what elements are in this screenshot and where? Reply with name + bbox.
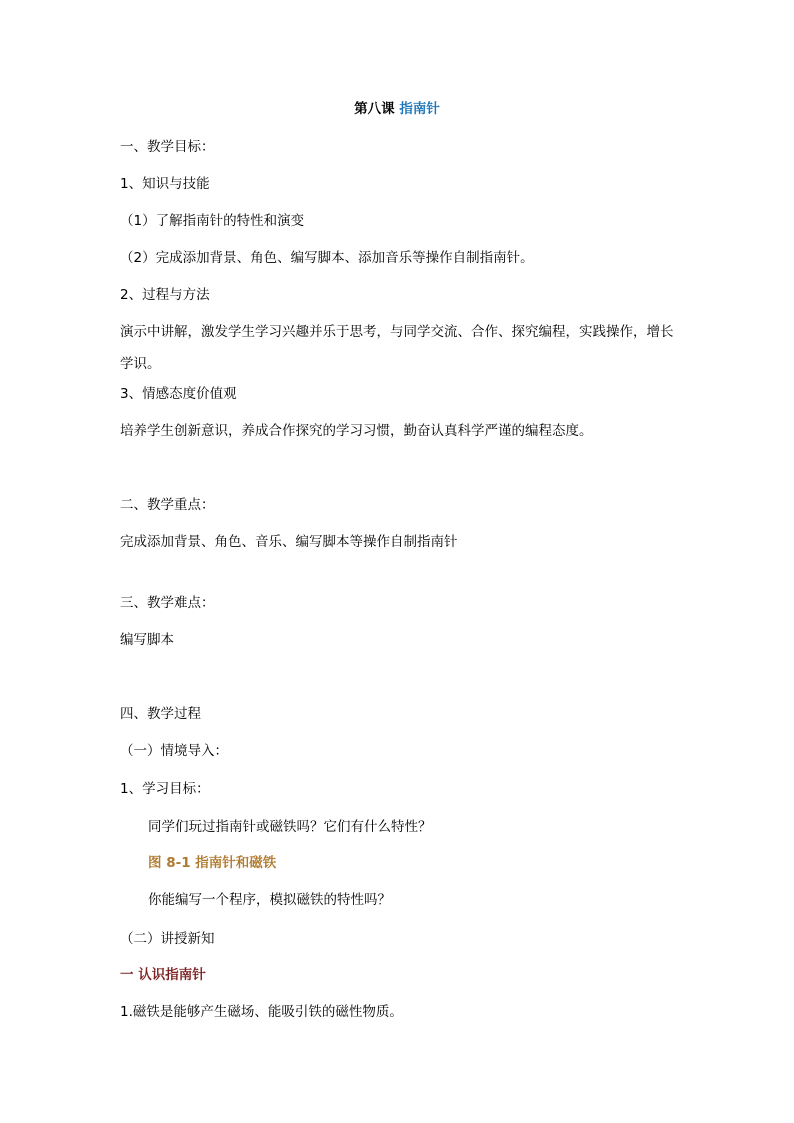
magnet-definition: 1.磁铁是能够产生磁场、能吸引铁的磁性物质。 <box>120 1004 403 1020</box>
know-compass-heading: 一 认识指南针 <box>120 967 206 983</box>
learning-goal-heading: 1、学习目标： <box>120 781 210 797</box>
goal-heading: 一、教学目标： <box>120 139 215 155</box>
figure-caption: 图 8-1 指南针和磁铁 <box>148 855 277 871</box>
difficulty-text: 编写脚本 <box>120 632 174 648</box>
knowledge-item-1: （1）了解指南针的特性和演变 <box>120 213 305 229</box>
knowledge-heading: 1、知识与技能 <box>120 176 210 192</box>
emotion-heading: 3、情感态度价值观 <box>120 386 237 402</box>
key-points-heading: 二、教学重点： <box>120 497 215 513</box>
intro-question-1: 同学们玩过指南针或磁铁吗？它们有什么特性？ <box>148 819 432 835</box>
knowledge-item-2: （2）完成添加背景、角色、编写脚本、添加音乐等操作自制指南针。 <box>120 250 534 266</box>
intro-heading: （一）情境导入： <box>120 743 228 759</box>
page-title <box>0 100 794 118</box>
process-method-text: 演示中讲解，激发学生学习兴趣并乐于思考，与同学交流、合作、探究编程，实践操作，增长学识。 <box>120 324 674 372</box>
intro-question-2: 你能编写一个程序，模拟磁铁的特性吗？ <box>148 892 391 908</box>
difficulty-heading: 三、教学难点： <box>120 595 215 611</box>
title-prefix: 第八课 <box>354 101 395 117</box>
teaching-process-heading: 四、教学过程 <box>120 706 201 722</box>
key-points-text: 完成添加背景、角色、音乐、编写脚本等操作自制指南针 <box>120 534 458 550</box>
new-knowledge-heading: （二）讲授新知 <box>120 931 215 947</box>
title-main: 指南针 <box>399 101 440 117</box>
process-method-heading: 2、过程与方法 <box>120 287 210 303</box>
emotion-text: 培养学生创新意识，养成合作探究的学习习惯，勤奋认真科学严谨的编程态度。 <box>120 423 593 439</box>
